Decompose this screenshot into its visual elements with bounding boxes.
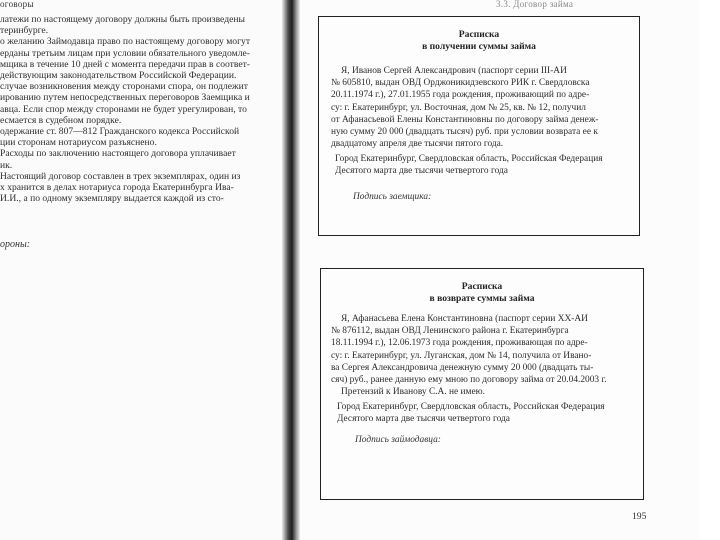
receipt-return-line: № 876112, выдан ОВД Ленинского района г. Екатеринбурга: [331, 326, 569, 337]
receipt-loan-date-line: Десятого марта две тысячи четвертого года: [335, 166, 508, 177]
receipt-return-box: [320, 268, 644, 500]
receipt-return-line: Я, Афанасьева Елена Константиновна (паспорт серии XX-АИ: [341, 314, 588, 324]
left-line: авца. Если спор между сторонами не будет урегулирован, то: [0, 103, 247, 115]
receipt-return-date-line: Десятого марта две тысячи четвертого года: [337, 414, 510, 425]
receipt-loan-line: су: г. Екатеринбург, ул. Восточная, дом № 25, кв. № 12, получил: [331, 102, 586, 113]
receipt-loan-line: ную сумму 20 000 (двадцать тысяч) руб. при условии возврата ее к: [331, 127, 598, 138]
left-line: мщика в течение 10 дней с момента передачи прав в соответ-: [0, 58, 250, 70]
receipt-return-body: [331, 313, 637, 398]
receipt-return-line: 18.11.1994 г.), 12.06.1973 года рождения, проживающая по адре-: [331, 338, 588, 349]
receipt-loan-body: [331, 65, 633, 150]
page-number: 195: [632, 511, 647, 522]
book-gutter: [282, 0, 300, 540]
lender-signature-label: Подпись займодавца:: [355, 435, 441, 445]
receipt-return-place-line: Город Екатеринбург, Свердловская область, Российская Федерация: [337, 402, 605, 412]
receipt-loan-line: Я, Иванов Сергей Александрович (паспорт серии III-АИ: [341, 66, 567, 76]
receipt-return-line: сяч) руб., ранее данную ему мною по договору займа от 20.04.2003 г.: [331, 375, 607, 386]
receipt-loan-place-line: Город Екатеринбург, Свердловская область, Российская Федерация: [335, 154, 603, 164]
left-line: о желанию Займодавца право по настоящему договору могут: [0, 36, 251, 48]
left-line: ерданы третьим лицам при условии обязательного уведомле-: [0, 47, 250, 59]
left-page: [0, 0, 282, 540]
receipt-loan-place: [335, 153, 603, 177]
receipt-return-line: ва Сергея Александровича денежную сумму 20 000 (двадцать ты-: [331, 362, 594, 373]
right-running-head: 3.3. Договор займа: [496, 0, 574, 9]
left-line: случае возникновения между сторонами спора, он подлежит: [0, 81, 248, 93]
left-line: Настоящий договор составлен в трех экземплярах, один из: [0, 170, 241, 182]
receipt-loan-box: [318, 16, 640, 236]
receipt-return-line: су: г. Екатеринбург, ул. Луганская, дом № 14, получила от Ивано-: [331, 350, 592, 361]
left-line: теринбурге.: [0, 25, 49, 37]
receipt-return-place: [337, 401, 605, 425]
receipt-loan-title: Расписка: [458, 29, 500, 40]
receipt-loan-line: от Афанасьевой Елены Константиновны по договору займа денеж-: [331, 114, 599, 125]
left-signature-label: ороны:: [0, 239, 31, 250]
left-line: одержание ст. 807—812 Гражданского кодекса Российской: [0, 126, 240, 138]
page-edge: [698, 0, 720, 540]
receipt-loan-line: 20.11.1974 г.), 27.01.1955 года рождения, проживающий по адре-: [331, 90, 590, 101]
receipt-return-line: Претензий к Иванову С.А. не имею.: [341, 387, 485, 398]
left-line: латежи по настоящему договору должны быть произведены: [0, 14, 245, 25]
receipt-loan-subtitle: в получении суммы займа: [422, 41, 536, 52]
receipt-loan-line: двадцатому апреля две тысячи пятого года.: [331, 139, 504, 150]
receipt-loan-line: № 605810, выдан ОВД Орджоникидзевского РИК г. Свердловска: [331, 78, 590, 89]
left-running-head: оговоры: [0, 0, 34, 9]
receipt-return-subtitle: в возврате суммы займа: [429, 293, 535, 304]
borrower-signature-label: Подпись заемщика:: [353, 192, 432, 202]
left-line: ированию путем непосредственных переговоров Заемщика и: [0, 92, 250, 104]
left-line: есмается в судебном порядке.: [0, 114, 122, 126]
left-line: х хранится в делах нотариуса города Екатеринбурга Ива-: [0, 182, 234, 194]
left-line: ции сторонам нотариусом разъяснено.: [0, 137, 157, 149]
left-line: И.И., а по одному экземпляру выдается каждой из сто-: [0, 193, 224, 205]
left-page-text: [0, 14, 280, 204]
left-line: действующим законодательством Российской Федерации.: [0, 70, 237, 82]
receipt-return-title: Расписка: [461, 281, 503, 292]
left-line: Расходы по заключению настоящего договора уплачивает: [0, 148, 236, 160]
left-line: ик.: [0, 159, 13, 171]
